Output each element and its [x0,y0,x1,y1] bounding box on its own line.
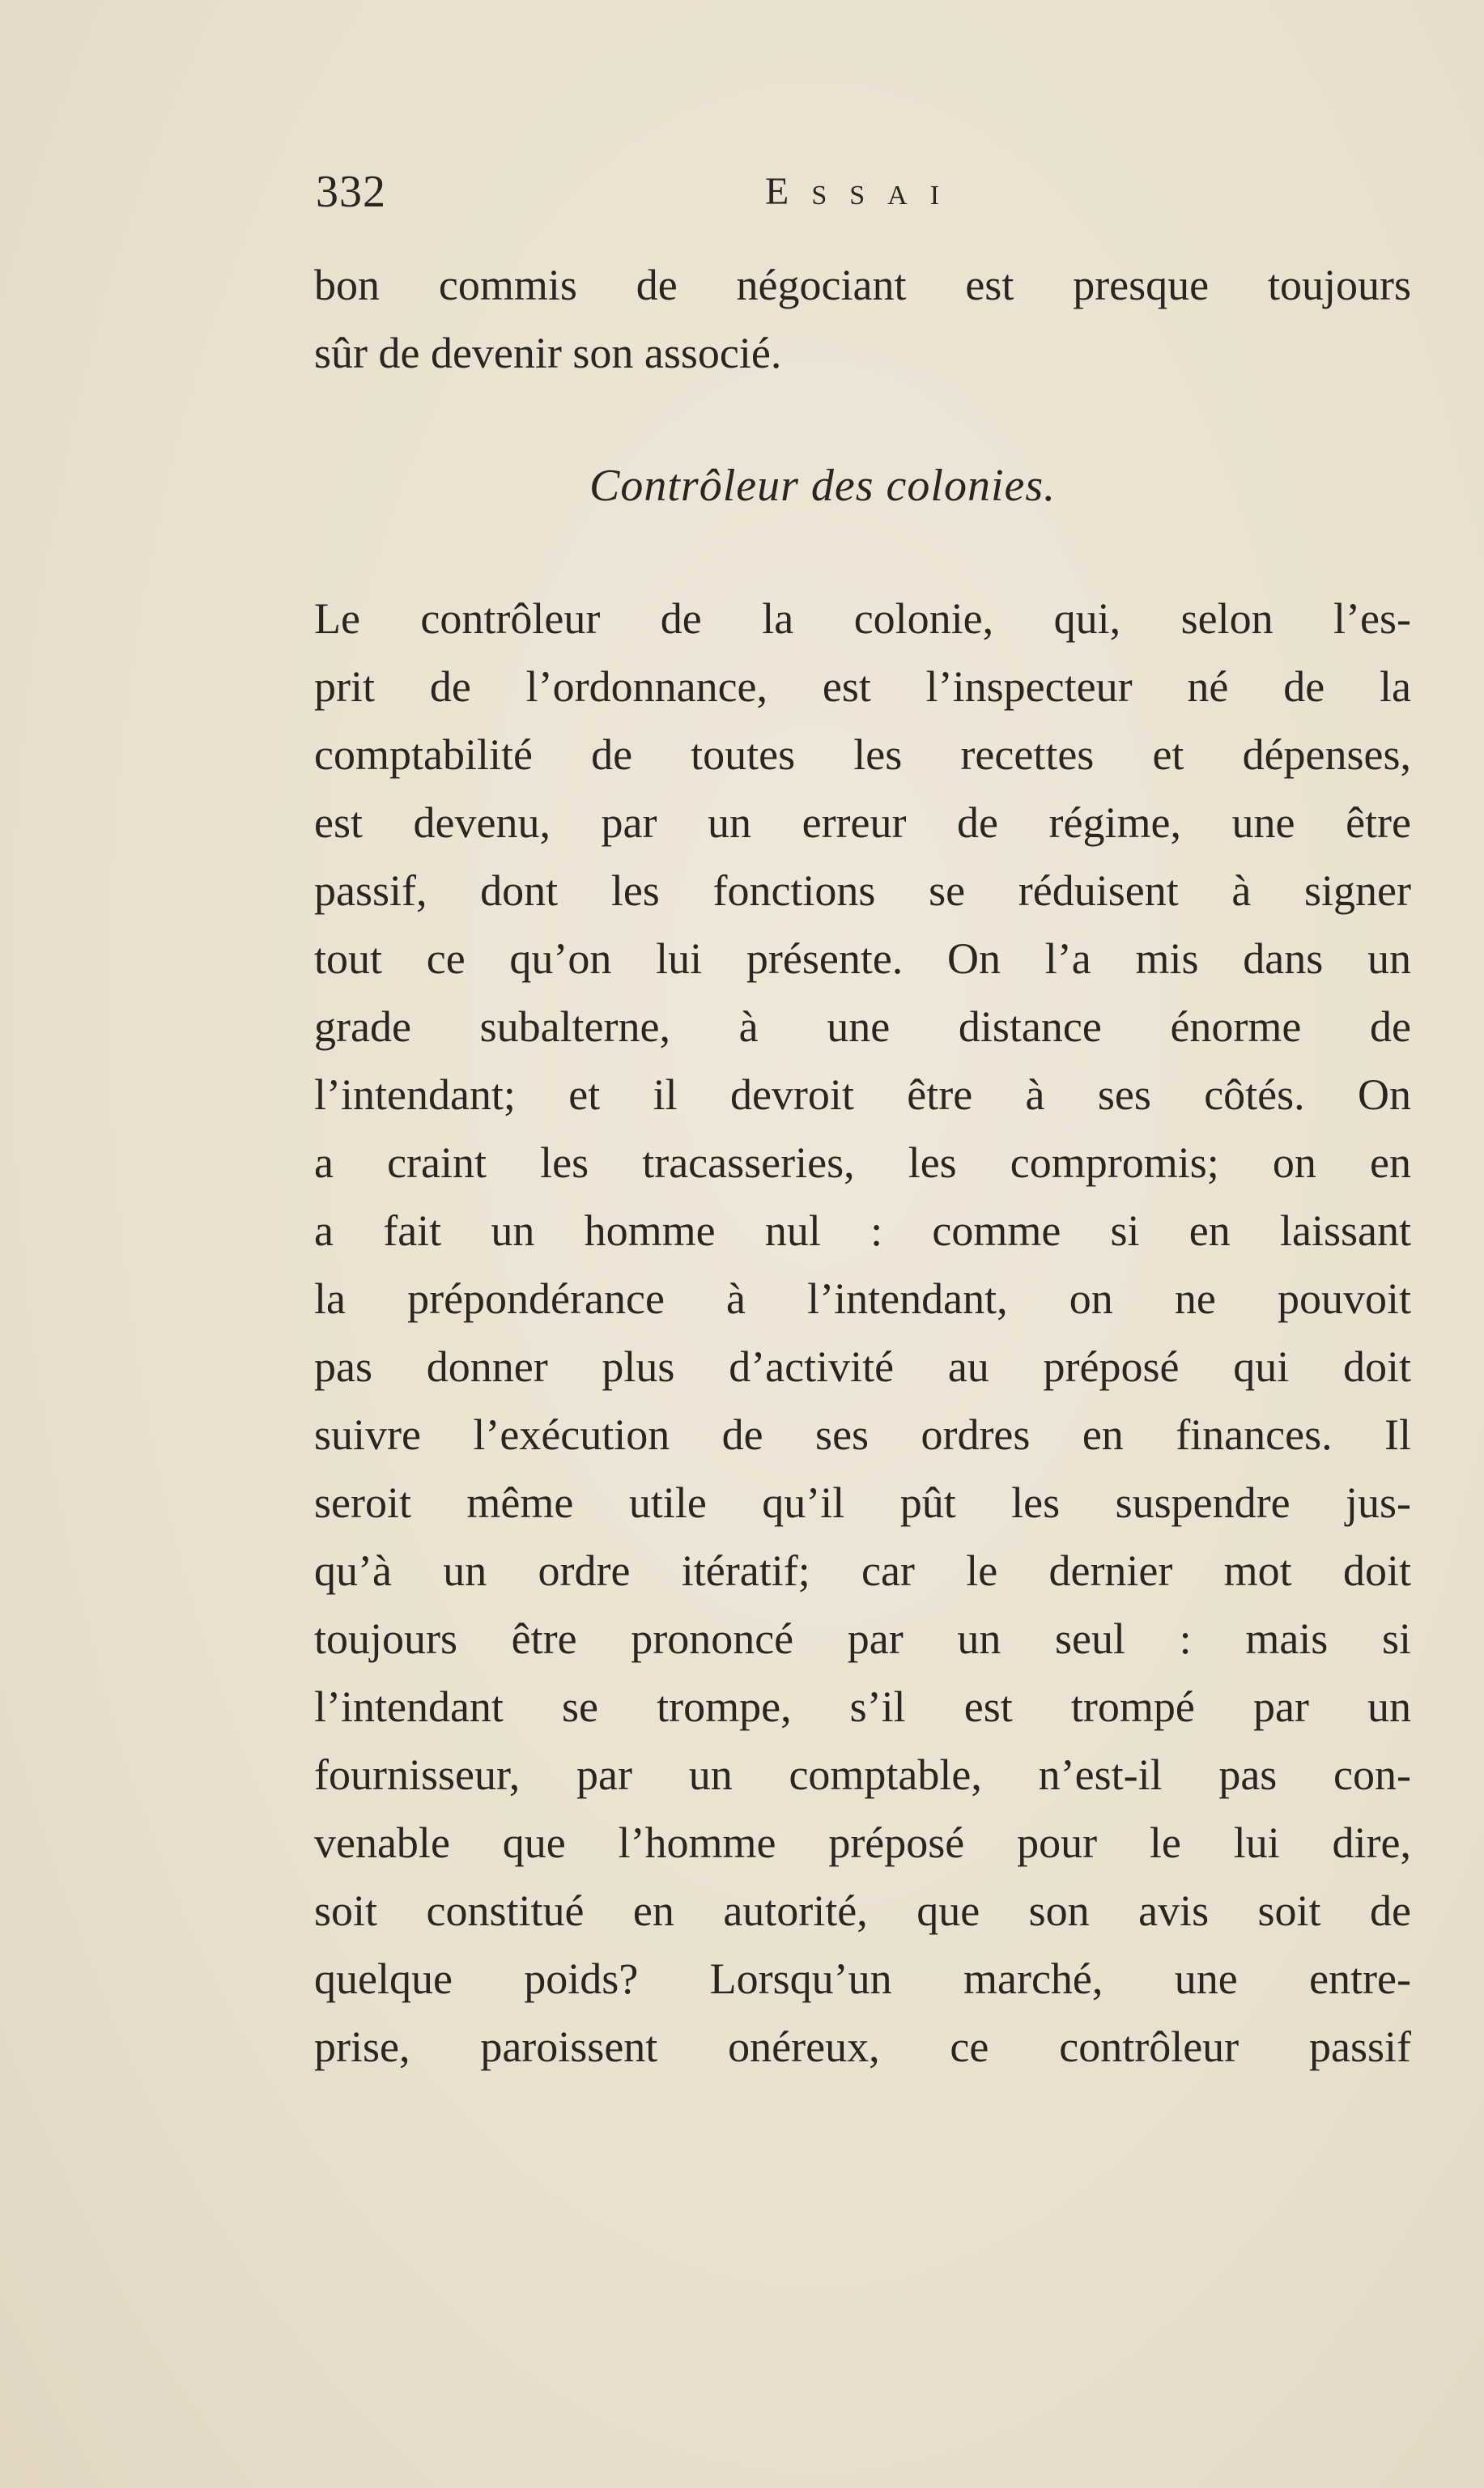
text-line: soit constitué en autorité, que son avis soit de [314,1886,1411,1935]
page-header [316,166,1409,231]
section-title: Contrôleur des colonies. [589,461,1057,511]
text-line: fournisseur, par un comptable, n’est-il pas con- [314,1750,1411,1799]
text-line: comptabilité de toutes les recettes et dépenses, [314,730,1411,779]
text-line: quelque poids? Lorsqu’un marché, une entre- [314,1954,1411,2003]
text-line: grade subalterne, à une distance énorme de [314,1002,1411,1051]
text-line: l’intendant; et il devroit être à ses côtés. On [314,1070,1411,1119]
text-line: suivre l’exécution de ses ordres en finances. Il [314,1410,1411,1459]
text-line: toujours être prononcé par un seul : mais si [314,1614,1411,1663]
text-line: prit de l’ordonnance, est l’inspecteur né de la [314,662,1411,711]
text-line: prise, paroissent onéreux, ce contrôleur passif [314,2022,1411,2071]
text-line: bon commis de négociant est presque toujours [314,261,1411,309]
text-line: la prépondérance à l’intendant, on ne pouvoit [314,1274,1411,1323]
text-line: tout ce qu’on lui présente. On l’a mis dans un [314,934,1411,983]
text-line: pas donner plus d’activité au préposé qui doit [314,1342,1411,1391]
text-block [314,251,1411,2081]
text-line: seroit même utile qu’il pût les suspendre jus- [314,1478,1411,1527]
text-line: est devenu, par un erreur de régime, une être [314,798,1411,847]
text-line: passif, dont les fonctions se réduisent à signer [314,866,1411,915]
text-line: sûr de devenir son associé. [314,329,782,377]
text-line: qu’à un ordre itératif; car le dernier mot doit [314,1546,1411,1595]
running-head: Essai [765,170,963,213]
body-paragraph [314,585,1411,2081]
page-number: 332 [316,167,386,217]
text-line: a fait un homme nul : comme si en laissant [314,1206,1411,1255]
text-line: venable que l’homme préposé pour le lui dire, [314,1818,1411,1867]
text-line: a craint les tracasseries, les compromis; on en [314,1138,1411,1187]
text-line: l’intendant se trompe, s’il est trompé par un [314,1682,1411,1731]
text-line: Le contrôleur de la colonie, qui, selon l’es- [314,594,1411,643]
